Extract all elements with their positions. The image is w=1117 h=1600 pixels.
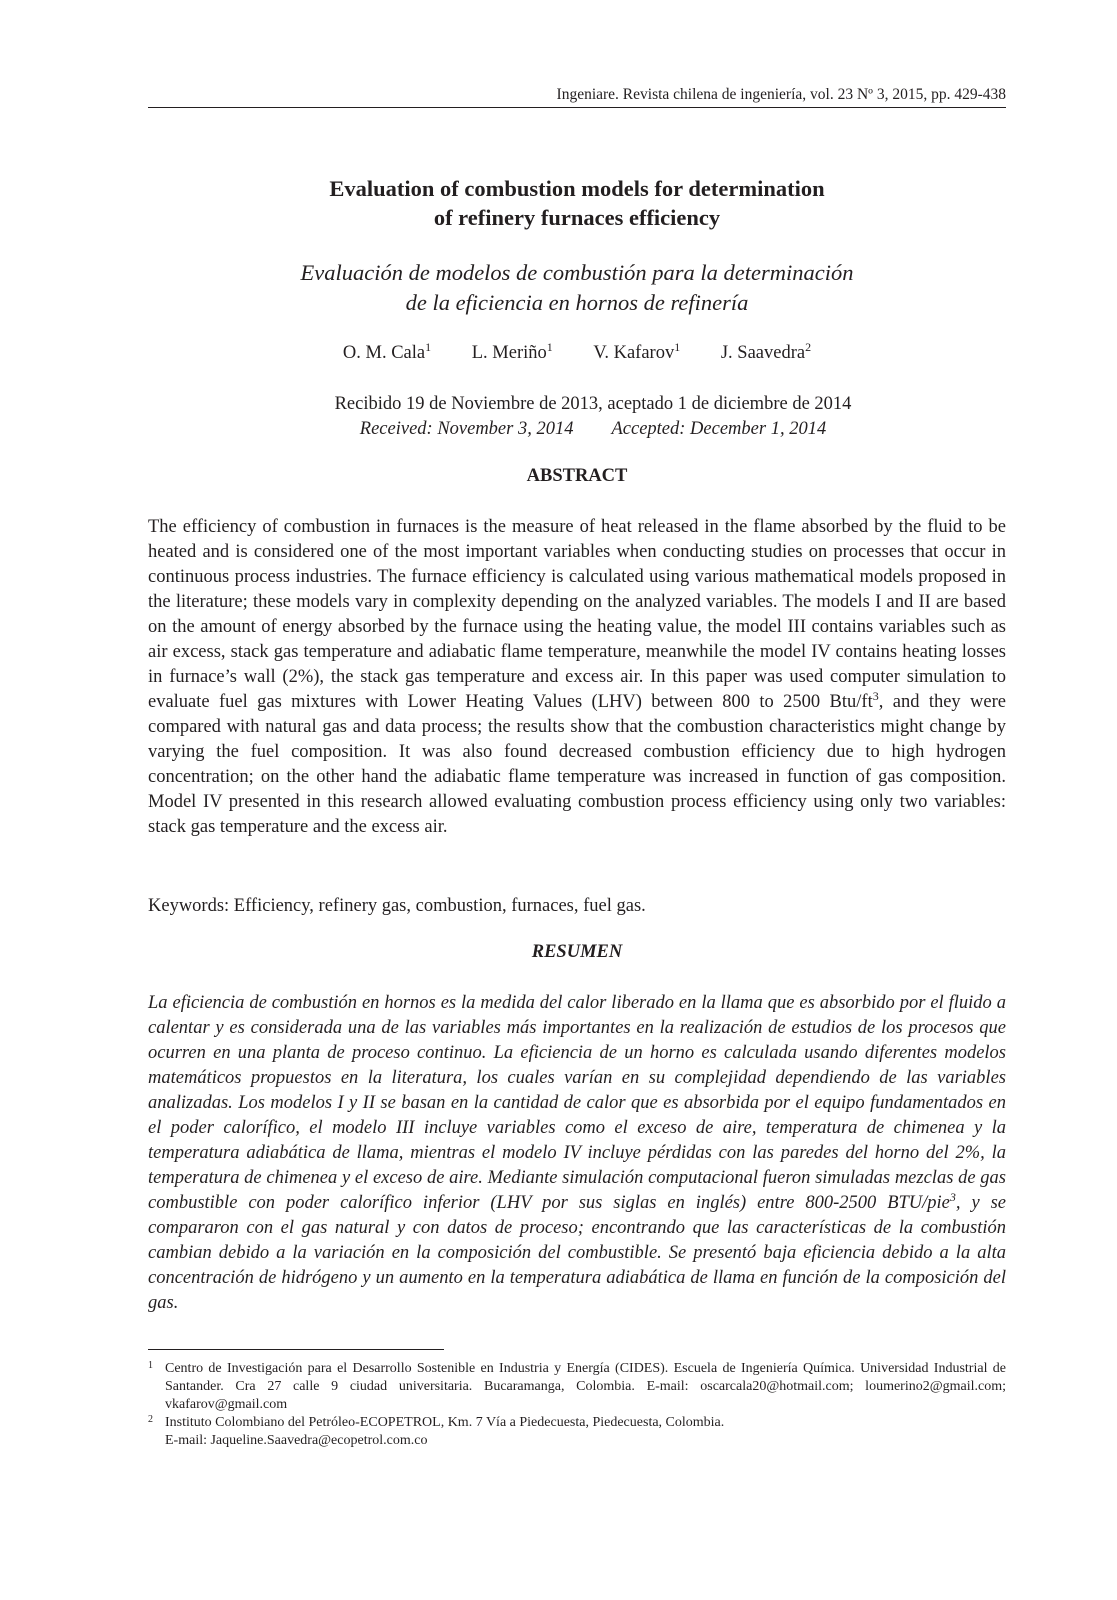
title-line-2: of refinery furnaces efficiency: [433, 205, 721, 230]
accepted-date: Accepted: December 1, 2014: [611, 419, 827, 439]
author: [721, 341, 811, 365]
title-es-line-1: Evaluación de modelos de combustión para la determinación: [300, 260, 854, 285]
abstract-text-part-2: , and they were compared with natural gas and data process; the results show that the combustion characteristics might change by varying the fuel composition. It was also found decreased combustion efficiency due to high hydrogen concentration; on the other hand the adiabatic flame temperature was increased in function of gas composition. Model IV presented in this research allowed evaluating combustion process efficiency using only two variables: stack gas temperature and the excess air.: [148, 692, 1007, 837]
author-name: O. M. Cala: [342, 343, 426, 363]
resumen-heading: RESUMEN: [531, 942, 623, 962]
author-list: [148, 341, 1006, 365]
running-head: Ingeniare. Revista chilena de ingeniería, vol. 23 Nº 3, 2015, pp. 429-438: [556, 86, 1006, 103]
footnote-text-line-2: E-mail: Jaqueline.Saavedra@ecopetrol.com.co: [165, 1433, 428, 1448]
resumen-text-part-2: , y se compararon con el gas natural y con datos de proceso; encontrando que las características de la combustión cambian debido a la variación en la composición del combustible. Se presentó baja eficiencia debido a la alta concentración de hidrógeno y un aumento en la temperatura adiabática de llama en función de la composición del gas.: [148, 1193, 1007, 1313]
author-affiliation: 1: [425, 340, 432, 354]
abstract-text-part-1: The efficiency of combustion in furnaces is the measure of heat released in the flame absorbed by the fluid to be heated and is considered one of the most important variables when conducting studies on processes that occur in continuous process industries. The furnace efficiency is calculated using various mathematical models proposed in the literature; these models vary in complexity depending on the analyzed variables. The models I and II are based on the amount of energy absorbed by the furnace using the heating value, the model III contains variables such as air excess, stack gas temperature and adiabatic flame temperature, meanwhile the model IV contains heating losses in furnace’s wall (2%), the stack gas temperature and excess air. In this paper was used computer simulation to evaluate fuel gas mixtures with Lower Heating Values (LHV) between 800 to 2500 Btu/ft: [148, 517, 1006, 712]
footnote-rule: [148, 1349, 444, 1350]
received-date: Received: November 3, 2014: [359, 419, 574, 439]
footnote-text-line-1: Instituto Colombiano del Petróleo-ECOPETROL, Km. 7 Vía a Piedecuesta, Piedecuesta, Colombia.: [165, 1415, 725, 1430]
keywords: Keywords: Efficiency, refinery gas, combustion, furnaces, fuel gas.: [148, 896, 646, 916]
resumen-superscript: 3: [949, 1190, 956, 1204]
author-affiliation: 1: [674, 340, 681, 354]
footnote-mark: 1: [148, 1360, 153, 1371]
paper-title-spanish: [148, 258, 1006, 318]
header-rule: [148, 107, 1006, 108]
abstract-heading: ABSTRACT: [526, 466, 628, 486]
footnotes: [148, 1360, 1006, 1450]
footnote-2: [148, 1414, 1006, 1450]
author: [593, 341, 680, 365]
abstract-text: [148, 515, 1006, 840]
author: [343, 341, 431, 365]
author-name: L. Meriño: [471, 343, 547, 363]
title-es-line-2: de la eficiencia en hornos de refinería: [405, 290, 749, 315]
resumen-text-part-1: La eficiencia de combustión en hornos es la medida del calor liberado en la llama que es absorbido por el fluido a calentar y es considerada una de las variables más importantes en la realización de estudios de los procesos que ocurren en una planta de proceso continuo. La eficiencia de un horno es calculada usando diferentes modelos matemáticos propuestos en la literatura, los cuales varían en su complejidad dependiendo de las variables analizadas. Los modelos I y II se basan en la cantidad de calor que es absorbida por el equipo fundamentados en el poder calorífico, el modelo III incluye variables como el exceso de aire, temperatura de chimenea y la temperatura adiabática de llama, mientras el modelo IV incluye pérdidas con las paredes del horno del 2%, la temperatura de chimenea y el exceso de aire. Mediante simulación computacional fueron simuladas mezclas de gas combustible con poder calorífico inferior (LHV por sus siglas en inglés) entre 800-2500 BTU/pie: [148, 993, 1006, 1213]
footnote-mark: 2: [148, 1414, 153, 1425]
footnote-1: [148, 1360, 1006, 1414]
received-date-english: [148, 417, 1006, 441]
author-affiliation: 1: [546, 340, 553, 354]
footnote-text: Centro de Investigación para el Desarrollo Sostenible en Industria y Energía (CIDES). Escuela de Ingeniería Química. Universidad Industrial de Santander. Cra 27 calle 9 ciudad universitaria. Bucaramanga, Colombia. E-mail: oscarcala20@hotmail.com; loumerino2@gmail.com; vkafarov@gmail.com: [165, 1361, 1006, 1412]
author-name: J. Saavedra: [720, 343, 806, 363]
resumen-text: [148, 991, 1006, 1316]
author: [472, 341, 553, 365]
author-name: V. Kafarov: [593, 343, 675, 363]
paper-title: [148, 174, 1006, 232]
received-date-spanish: Recibido 19 de Noviembre de 2013, aceptado 1 de diciembre de 2014: [334, 394, 852, 414]
abstract-superscript: 3: [872, 689, 879, 703]
title-line-1: Evaluation of combustion models for determination: [329, 176, 825, 201]
author-affiliation: 2: [805, 340, 812, 354]
